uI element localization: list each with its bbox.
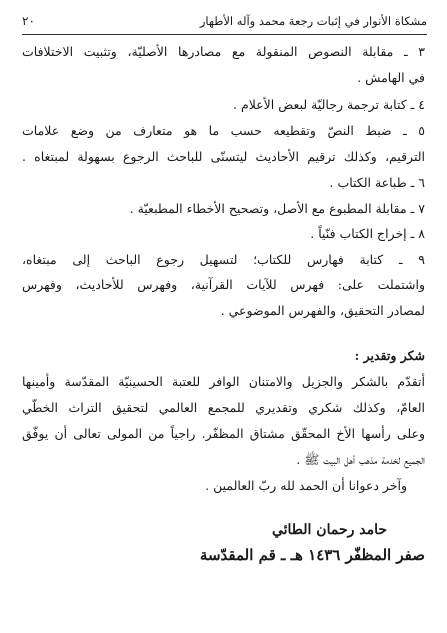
- book-title: مشكاة الأنوار في إثبات رجعة محمد وآله الأطهار: [199, 14, 427, 28]
- list-item: الترقيم، وكذلك ترقيم الأحاديث ليتسنّى للباحث الرجوع بسهولة لمبتغاه .: [22, 149, 425, 164]
- paragraph-line: وعلى رأسها الأخ المحقّق مشتاق المظفّر. راجياً من المولى تعالى أن يوفّق: [22, 426, 425, 441]
- list-item: ٤ ـ كتابة ترجمة رجاليّة لبعض الأعلام .: [233, 97, 425, 112]
- list-item: ٣ ـ مقابلة النصوص المنقولة مع مصادرها الأصليّة، وتثبيت الاختلافات: [22, 44, 425, 59]
- list-item: ٥ ـ ضبط النصّ وتقطيعه حسب ما هو متعارف من وضع علامات: [22, 123, 425, 138]
- list-item: في الهامش .: [357, 70, 425, 85]
- paragraph-line: الجميع لخدمة مذهب أهل البيت ﷺ .: [296, 452, 425, 467]
- date-place: صفر المظفّر ١٤٣٦ هـ ـ قم المقدّسة: [199, 546, 425, 564]
- running-header: [22, 12, 427, 35]
- list-item: ٧ ـ مقابلة المطبوع مع الأصل، وتصحيح الأخطاء المطبعيّة .: [129, 201, 425, 216]
- paragraph-line: أتقدّم بالشكر والجزيل والامتنان الوافر للعتبة الحسينيّة المقدّسة وأمينها: [22, 374, 425, 389]
- list-item: لمصادر التحقيق، والفهرس الموضوعي .: [220, 303, 425, 318]
- list-item: ٦ ـ طباعة الكتاب .: [329, 175, 425, 190]
- section-heading: شكر وتقدير :: [354, 348, 425, 363]
- list-item: ٩ ـ كتابة فهارس للكتاب؛ لتسهيل رجوع الباحث إلى مبتغاه،: [22, 252, 425, 267]
- author-name: حامد رحمان الطائي: [271, 522, 387, 538]
- list-item: ٨ ـ إخراج الكتاب فنّياً .: [310, 226, 425, 241]
- paragraph-line: العامّ، وكذلك شكري وتقديري للمجمع العالمي لتحقيق التراث الخطّي: [22, 400, 425, 415]
- paragraph-line: وآخر دعوانا أن الحمد لله ربّ العالمين .: [205, 478, 407, 493]
- list-item: واشتملت على: فهرس للآيات القرآنية، وفهرس للأحاديث، وفهرس: [22, 277, 425, 292]
- page-number: ٢٠: [22, 14, 35, 28]
